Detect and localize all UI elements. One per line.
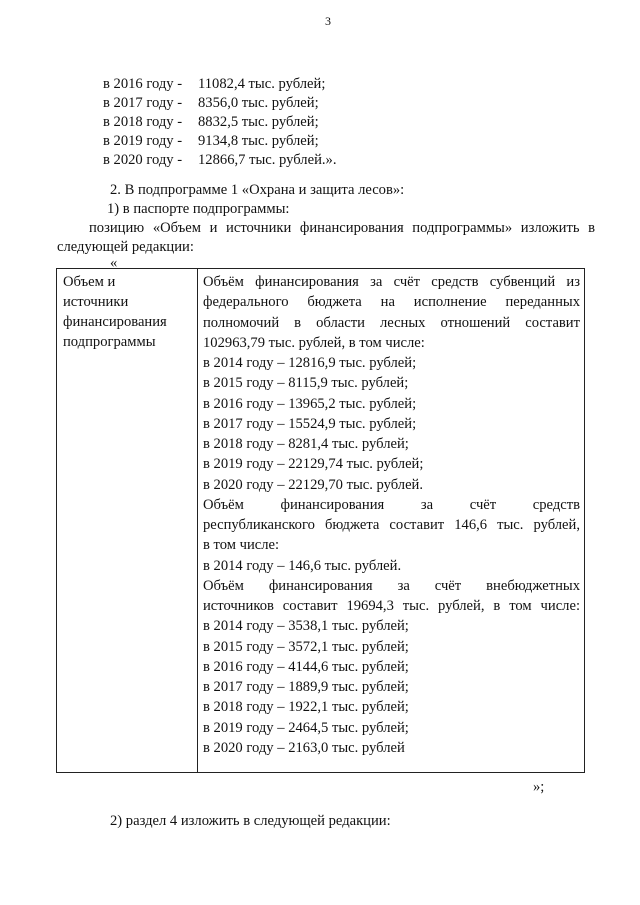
page-number: 3 — [325, 14, 331, 28]
right-cell-line: полномочий в области лесных отношений составит — [203, 314, 580, 331]
right-cell-line: в 2016 году – 13965,2 тыс. рублей; — [203, 395, 417, 412]
table-right-cell — [203, 272, 580, 758]
intro-year-line: в 2020 году - 12866,7 тыс. рублей.». — [103, 152, 337, 168]
right-cell-line: в 2018 году – 1922,1 тыс. рублей; — [203, 699, 409, 716]
position-line-2: следующей редакции: — [57, 239, 194, 255]
right-cell-line: в 2014 году – 146,6 тыс. рублей. — [203, 557, 402, 574]
right-cell-line: в 2014 году – 3538,1 тыс. рублей; — [203, 618, 409, 635]
right-cell-line: в 2015 году – 3572,1 тыс. рублей; — [203, 638, 409, 655]
left-cell-line: Объем и — [63, 274, 116, 290]
intro-year-line: в 2019 году - 9134,8 тыс. рублей; — [103, 133, 319, 149]
right-cell-line: Объём финансирования за счёт средств — [203, 496, 580, 513]
right-cell-line: 102963,79 тыс. рублей, в том числе: — [203, 334, 425, 351]
table-left-cell — [63, 272, 167, 352]
right-cell-line: в том числе: — [203, 537, 280, 554]
left-cell-line: источники — [63, 294, 129, 310]
right-cell-line: в 2019 году – 22129,74 тыс. рублей; — [203, 456, 424, 473]
intro-year-line: в 2016 году - 11082,4 тыс. рублей; — [103, 76, 326, 92]
right-cell-line: в 2019 году – 2464,5 тыс. рублей; — [203, 719, 409, 736]
left-cell-line: подпрограммы — [63, 334, 156, 350]
intro-year-line: в 2017 году - 8356,0 тыс. рублей; — [103, 95, 319, 111]
right-cell-line: в 2020 году – 2163,0 тыс. рублей — [203, 739, 405, 756]
right-cell-line: республиканского бюджета составит 146,6 тыс. рублей, — [203, 517, 580, 533]
left-cell-line: финансирования — [63, 314, 167, 330]
right-cell-line: в 2020 году – 22129,70 тыс. рублей. — [203, 476, 424, 493]
right-cell-line: в 2018 году – 8281,4 тыс. рублей; — [203, 436, 409, 452]
table-divider — [197, 269, 198, 772]
open-quote: « — [110, 255, 118, 271]
right-cell-line: источников составит 19694,3 тыс. рублей, в том числе: — [203, 598, 580, 614]
right-cell-line: в 2014 году – 12816,9 тыс. рублей; — [203, 355, 417, 371]
right-cell-line: Объём финансирования за счёт средств субвенций из — [203, 274, 580, 290]
close-quote: »; — [533, 779, 545, 795]
subsection-2-heading: 2) раздел 4 изложить в следующей редакции: — [110, 813, 391, 829]
subsection-1-heading: 1) в паспорте подпрограммы: — [107, 201, 290, 217]
right-cell-line: в 2015 году – 8115,9 тыс. рублей; — [203, 375, 409, 392]
position-line-1: позицию «Объем и источники финансирования подпрограммы» изложить в — [89, 220, 595, 236]
funding-table — [56, 268, 585, 773]
right-cell-line: в 2017 году – 15524,9 тыс. рублей; — [203, 415, 417, 432]
right-cell-line: в 2016 году – 4144,6 тыс. рублей; — [203, 658, 409, 675]
intro-year-line: в 2018 году - 8832,5 тыс. рублей; — [103, 114, 319, 130]
right-cell-line: в 2017 году – 1889,9 тыс. рублей; — [203, 679, 409, 695]
right-cell-line: Объём финансирования за счёт внебюджетных — [203, 577, 580, 594]
right-cell-line: федерального бюджета на исполнение переданных — [203, 294, 580, 311]
section-2-heading: 2. В подпрограмме 1 «Охрана и защита лесов»: — [110, 182, 405, 198]
